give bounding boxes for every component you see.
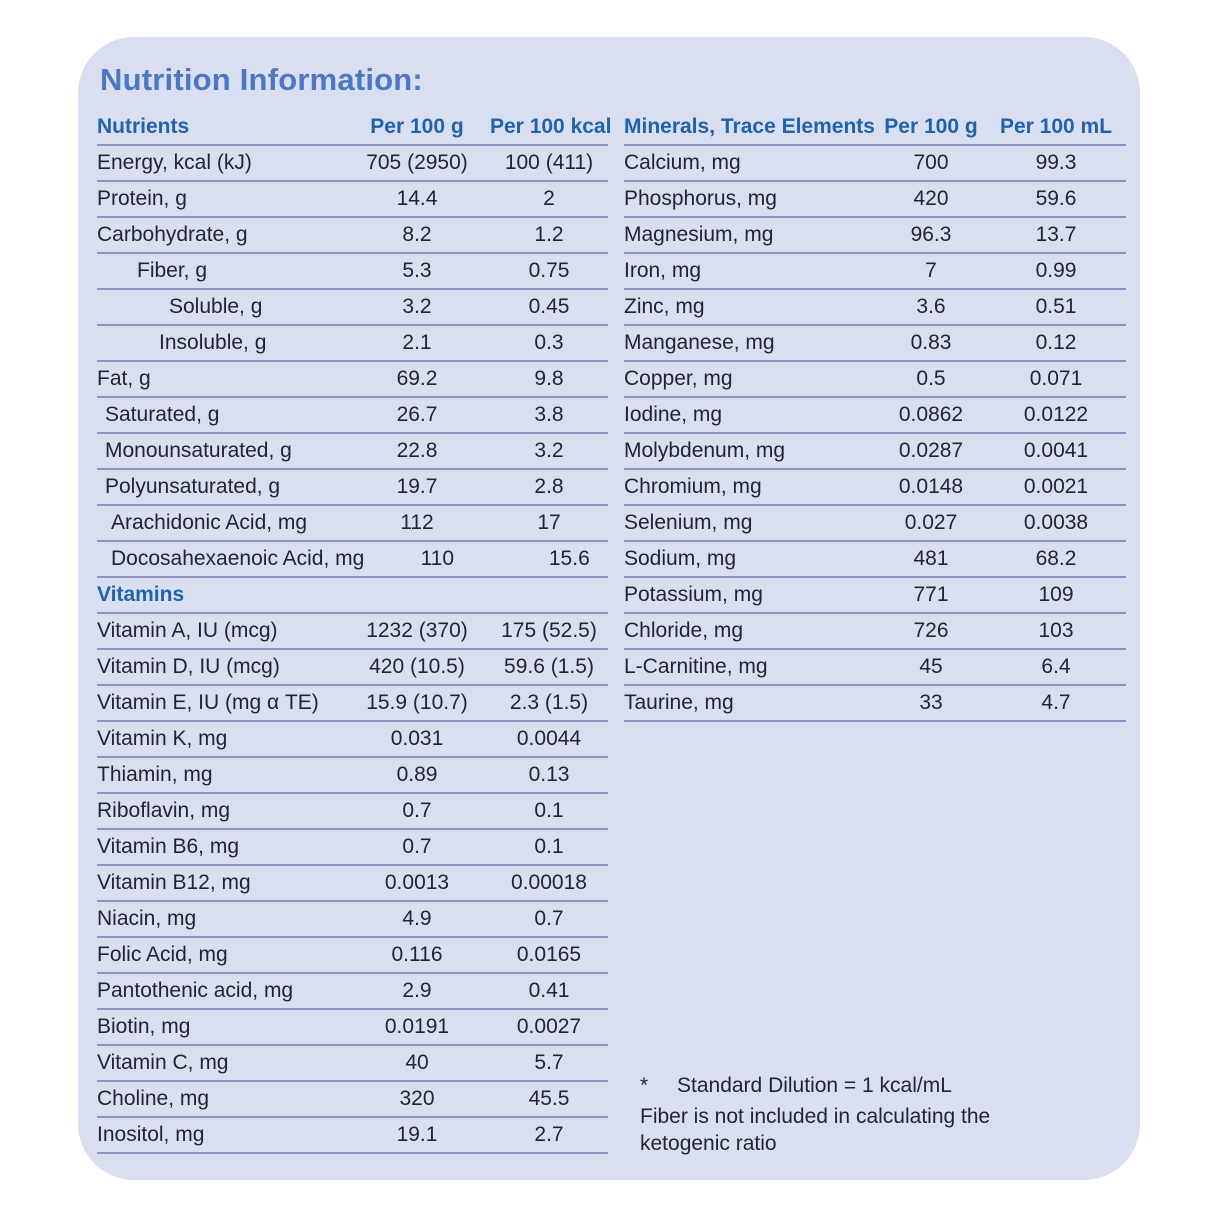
value-per-100-g: 0.7 xyxy=(402,799,432,822)
row-label: Manganese, mg xyxy=(624,331,775,354)
per_100_kcal: 0.3 xyxy=(534,331,564,354)
table-row xyxy=(97,758,608,794)
section-header-vitamins: Vitamins xyxy=(97,583,185,606)
table-row xyxy=(97,542,608,578)
row-label: Energy, kcal (kJ) xyxy=(97,151,252,174)
table-row xyxy=(97,614,608,650)
table-row xyxy=(97,1118,608,1154)
footnote-fiber-ketogenic: Fiber is not included in calculating the ketogenic ratio xyxy=(640,1105,991,1155)
per_100_ml: 0.0041 xyxy=(1023,439,1089,462)
value-per-100-g: 40 xyxy=(405,1051,429,1074)
value-per-100-g: 0.0191 xyxy=(384,1015,450,1038)
value-per-100-g: 0.5 xyxy=(916,367,946,390)
per_100_kcal: 15.6 xyxy=(548,547,590,570)
value-per-100-g: 320 xyxy=(399,1087,435,1110)
table-row xyxy=(97,1046,608,1082)
table-row xyxy=(97,398,608,434)
per_100_kcal: 0.45 xyxy=(528,295,570,318)
value-per-100-g: 705 (2950) xyxy=(366,151,468,174)
value-per-100-g: 4.9 xyxy=(402,907,432,930)
per_100_kcal: 2.8 xyxy=(534,475,564,498)
row-label: Folic Acid, mg xyxy=(97,943,228,966)
value-per-100-g: 0.7 xyxy=(402,835,432,858)
row-label: Iron, mg xyxy=(624,259,702,282)
per_100_kcal: 2.7 xyxy=(534,1123,564,1146)
footnote-standard-dilution-text: Standard Dilution = 1 kcal/mL xyxy=(677,1074,952,1097)
row-label: Iodine, mg xyxy=(624,403,723,426)
per_100_kcal: 5.7 xyxy=(534,1051,564,1074)
value-per-100-g: 3.6 xyxy=(916,295,946,318)
panel-content xyxy=(78,37,1140,1180)
row-label: Calcium, mg xyxy=(624,151,741,174)
per_100_kcal: 0.0027 xyxy=(516,1015,582,1038)
row-label: Vitamin K, mg xyxy=(97,727,228,750)
nutrition-label-panel xyxy=(78,37,1140,1180)
row-label: Vitamin B6, mg xyxy=(97,835,240,858)
page-title: Nutrition Information: xyxy=(100,62,423,97)
table-row xyxy=(97,794,608,830)
value-per-100-g: 0.027 xyxy=(904,511,958,534)
row-label: Arachidonic Acid, mg xyxy=(111,511,308,534)
table-row xyxy=(97,974,608,1010)
row-label: Magnesium, mg xyxy=(624,223,774,246)
row-label: Riboflavin, mg xyxy=(97,799,231,822)
value-per-100-g: 0.0148 xyxy=(898,475,964,498)
row-label: Fiber, g xyxy=(137,259,208,282)
section-header-row xyxy=(97,578,608,614)
minerals-column xyxy=(624,110,1126,1157)
per_100_ml: 4.7 xyxy=(1041,691,1071,714)
row-label: Zinc, mg xyxy=(624,295,705,318)
column-header-minerals-trace-elements: Minerals, Trace Elements xyxy=(624,115,875,138)
table-row xyxy=(97,434,608,470)
row-label: Saturated, g xyxy=(105,403,220,426)
value-per-100-g: 69.2 xyxy=(396,367,438,390)
per_100_kcal: 3.2 xyxy=(534,439,564,462)
per_100_ml: 0.071 xyxy=(1029,367,1083,390)
per_100_kcal: 17 xyxy=(537,511,561,534)
asterisk-marker: * xyxy=(640,1074,649,1097)
row-label: Vitamin B12, mg xyxy=(97,871,251,894)
per_100_kcal: 45.5 xyxy=(528,1087,570,1110)
table-row xyxy=(97,830,608,866)
table-row xyxy=(97,254,608,290)
row-label: Sodium, mg xyxy=(624,547,737,570)
row-label: Pantothenic acid, mg xyxy=(97,979,294,1002)
row-label: Taurine, mg xyxy=(624,691,734,714)
value-per-100-g: 0.031 xyxy=(390,727,444,750)
table-row xyxy=(97,902,608,938)
table-row xyxy=(624,434,1126,470)
row-label: Vitamin E, IU (mg α TE) xyxy=(97,691,319,714)
table-row xyxy=(97,290,608,326)
row-label: Vitamin D, IU (mcg) xyxy=(97,655,280,678)
nutrients-column xyxy=(97,110,612,1157)
row-label: Insoluble, g xyxy=(159,331,267,354)
row-label: Soluble, g xyxy=(169,295,263,318)
value-per-100-g: 0.0013 xyxy=(384,871,450,894)
value-per-100-g: 700 xyxy=(913,151,949,174)
table-row xyxy=(624,614,1126,650)
column-header-per-100-kcal: Per 100 kcal xyxy=(490,115,612,138)
value-per-100-g: 726 xyxy=(913,619,949,642)
per_100_kcal: 0.00018 xyxy=(511,871,587,894)
per_100_kcal: 0.1 xyxy=(534,835,564,858)
per_100_ml: 99.3 xyxy=(1035,151,1077,174)
row-label: Vitamin C, mg xyxy=(97,1051,229,1074)
per_100_kcal: 1.2 xyxy=(534,223,564,246)
row-label: Carbohydrate, g xyxy=(97,223,248,246)
table-row xyxy=(624,182,1126,218)
per_100_kcal: 0.75 xyxy=(528,259,570,282)
row-label: Niacin, mg xyxy=(97,907,197,930)
per_100_kcal: 59.6 (1.5) xyxy=(504,655,594,678)
row-label: Vitamin A, IU (mcg) xyxy=(97,619,278,642)
per_100_kcal: 0.7 xyxy=(534,907,564,930)
value-per-100-g: 420 xyxy=(913,187,949,210)
per_100_kcal: 0.13 xyxy=(528,763,570,786)
per_100_kcal: 9.8 xyxy=(534,367,564,390)
table-row xyxy=(624,146,1126,182)
table-row xyxy=(624,686,1126,722)
per_100_ml: 13.7 xyxy=(1035,223,1077,246)
row-label: Selenium, mg xyxy=(624,511,753,534)
table-row xyxy=(97,686,608,722)
row-label: L-Carnitine, mg xyxy=(624,655,768,678)
row-label: Choline, mg xyxy=(97,1087,210,1110)
value-per-100-g: 45 xyxy=(919,655,943,678)
table-columns xyxy=(97,110,1125,1157)
value-per-100-g: 112 xyxy=(400,511,434,534)
value-per-100-g: 3.2 xyxy=(402,295,432,318)
row-label: Potassium, mg xyxy=(624,583,763,606)
value-per-100-g: 19.1 xyxy=(396,1123,438,1146)
table-row xyxy=(97,1010,608,1046)
column-header-nutrients: Nutrients xyxy=(97,115,190,138)
value-per-100-g: 0.83 xyxy=(910,331,952,354)
table-row xyxy=(97,938,608,974)
per_100_kcal: 175 (52.5) xyxy=(501,619,597,642)
row-label: Fat, g xyxy=(97,367,151,390)
value-per-100-g: 19.7 xyxy=(396,475,438,498)
value-per-100-g: 14.4 xyxy=(396,187,438,210)
table-row xyxy=(97,326,608,362)
row-label: Thiamin, mg xyxy=(97,763,213,786)
column-header-per-100-g: Per 100 g xyxy=(884,115,978,138)
value-per-100-g: 22.8 xyxy=(396,439,438,462)
table-row xyxy=(624,218,1126,254)
value-per-100-g: 771 xyxy=(913,583,949,606)
table-row xyxy=(624,326,1126,362)
value-per-100-g: 7 xyxy=(925,259,937,282)
row-label: Chloride, mg xyxy=(624,619,744,642)
per_100_kcal: 0.0165 xyxy=(516,943,582,966)
per_100_kcal: 2 xyxy=(543,187,555,210)
column-header-per-100-ml: Per 100 mL xyxy=(999,115,1113,138)
value-per-100-g: 26.7 xyxy=(396,403,438,426)
row-label: Protein, g xyxy=(97,187,187,210)
per_100_ml: 6.4 xyxy=(1041,655,1071,678)
value-per-100-g: 0.0287 xyxy=(898,439,964,462)
value-per-100-g: 110 xyxy=(420,547,455,570)
table-row xyxy=(624,362,1126,398)
per_100_ml: 0.0021 xyxy=(1023,475,1089,498)
footnote-standard-dilution xyxy=(640,1072,1126,1099)
table-row xyxy=(97,218,608,254)
value-per-100-g: 1232 (370) xyxy=(366,619,468,642)
value-per-100-g: 2.1 xyxy=(402,331,432,354)
row-label: Chromium, mg xyxy=(624,475,762,498)
per_100_ml: 0.51 xyxy=(1035,295,1077,318)
per_100_ml: 0.99 xyxy=(1035,259,1077,282)
table-row xyxy=(97,1082,608,1118)
value-per-100-g: 0.116 xyxy=(391,943,443,966)
minerals-header-row xyxy=(624,110,1126,146)
nutrients-header-row xyxy=(97,110,612,146)
per_100_ml: 0.12 xyxy=(1035,331,1077,354)
per_100_kcal: 0.1 xyxy=(534,799,564,822)
per_100_ml: 59.6 xyxy=(1035,187,1077,210)
row-label: Biotin, mg xyxy=(97,1015,191,1038)
table-row xyxy=(624,578,1126,614)
table-row xyxy=(97,146,608,182)
table-row xyxy=(624,398,1126,434)
table-row xyxy=(97,866,608,902)
per_100_ml: 0.0122 xyxy=(1023,403,1089,426)
per_100_kcal: 0.41 xyxy=(528,979,570,1002)
table-row xyxy=(624,506,1126,542)
table-row xyxy=(624,470,1126,506)
row-label: Molybdenum, mg xyxy=(624,439,786,462)
value-per-100-g: 8.2 xyxy=(402,223,432,246)
table-row xyxy=(624,650,1126,686)
row-label: Monounsaturated, g xyxy=(105,439,292,462)
table-row xyxy=(97,470,608,506)
per_100_kcal: 100 (411) xyxy=(504,151,594,174)
table-row xyxy=(97,182,608,218)
value-per-100-g: 33 xyxy=(919,691,943,714)
row-label: Phosphorus, mg xyxy=(624,187,777,210)
table-row xyxy=(97,650,608,686)
per_100_ml: 0.0038 xyxy=(1023,511,1089,534)
row-label: Polyunsaturated, g xyxy=(105,475,281,498)
row-label: Inositol, mg xyxy=(97,1123,205,1146)
table-row xyxy=(624,542,1126,578)
per_100_ml: 68.2 xyxy=(1035,547,1077,570)
value-per-100-g: 481 xyxy=(913,547,949,570)
value-per-100-g: 0.0862 xyxy=(898,403,964,426)
per_100_ml: 103 xyxy=(1038,619,1074,642)
table-row xyxy=(97,506,608,542)
per_100_ml: 109 xyxy=(1038,583,1074,606)
value-per-100-g: 96.3 xyxy=(910,223,952,246)
value-per-100-g: 15.9 (10.7) xyxy=(366,691,468,714)
footnotes xyxy=(624,1072,1126,1157)
column-header-per-100-g: Per 100 g xyxy=(370,115,464,138)
table-row xyxy=(624,290,1126,326)
row-label: Docosahexaenoic Acid, mg xyxy=(111,547,365,570)
value-per-100-g: 420 (10.5) xyxy=(369,655,465,678)
value-per-100-g: 2.9 xyxy=(402,979,432,1002)
value-per-100-g: 5.3 xyxy=(402,259,432,282)
per_100_kcal: 0.0044 xyxy=(516,727,582,750)
table-row xyxy=(624,254,1126,290)
row-label: Copper, mg xyxy=(624,367,733,390)
table-row xyxy=(97,362,608,398)
per_100_kcal: 2.3 (1.5) xyxy=(509,691,589,714)
value-per-100-g: 0.89 xyxy=(396,763,438,786)
per_100_kcal: 3.8 xyxy=(534,403,564,426)
table-row xyxy=(97,722,608,758)
nutrients-table xyxy=(97,110,612,1154)
minerals-table xyxy=(624,110,1126,722)
